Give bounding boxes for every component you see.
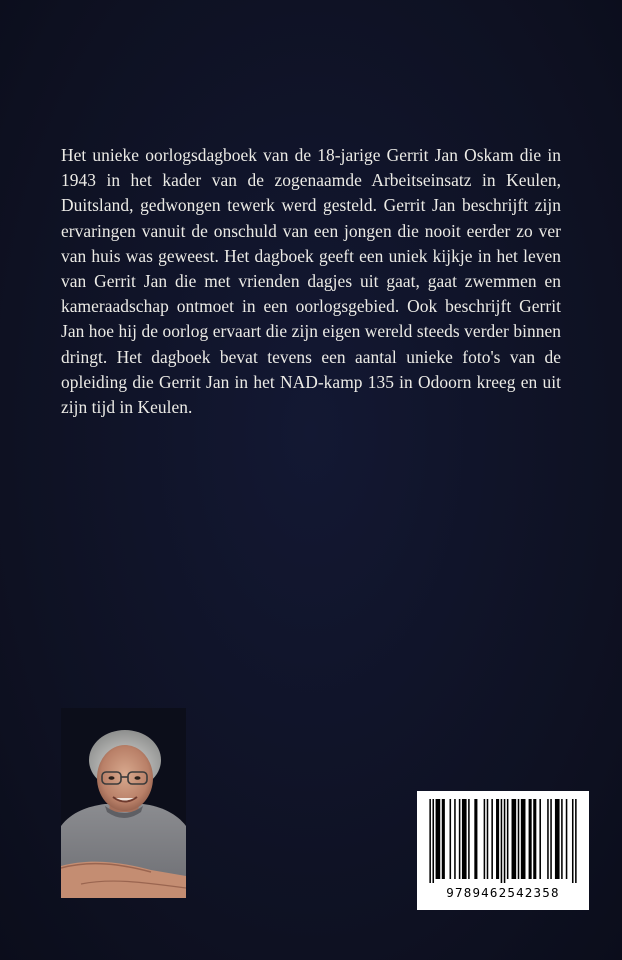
barcode-bar-16 xyxy=(507,799,509,879)
barcode-bar-26 xyxy=(561,799,563,879)
barcode-bar-21 xyxy=(533,799,536,879)
barcode-bar-19 xyxy=(521,799,526,879)
isbn-barcode xyxy=(417,791,589,910)
barcode-bar-0 xyxy=(429,799,431,883)
barcode-bar-23 xyxy=(547,799,549,879)
barcode-bar-7 xyxy=(462,799,467,879)
barcode-bar-24 xyxy=(550,799,552,879)
barcode-bar-3 xyxy=(442,799,445,879)
barcode-bar-9 xyxy=(474,799,477,879)
blurb-text: Het unieke oorlogsdagboek van de 18-jarige Gerrit Jan Oskam die in 1943 in het kader van de zogenaamde Arbeitseinsatz in Keulen, Duitsland, gedwongen tewerk werd gesteld. Gerrit Jan beschrijft zijn ervaringen vanuit de onschuld van een jongen die nooit eerder zo ver van huis was geweest. Het dagboek geeft een uniek kijkje in het leven van Gerrit Jan die met vrienden dagjes uit gaat, gaat zwemmen en kameraadschap ontmoet in een oorlogsgebied. Ook beschrijft Gerrit Jan hoe hij de oorlog ervaart die zijn eigen wereld steeds verder binnen dringt. Het dagboek bevat tevens een aantal unieke foto's van de opleiding die Gerrit Jan in het NAD-kamp 135 in Odoorn kreeg en uit zijn tijd in Keulen. xyxy=(61,145,561,418)
barcode-bar-27 xyxy=(566,799,568,879)
author-photo xyxy=(61,708,186,898)
barcode-bar-20 xyxy=(529,799,532,879)
barcode-bar-13 xyxy=(496,799,499,879)
isbn-number: 9789462542358 xyxy=(446,885,560,900)
barcode-bar-12 xyxy=(491,799,493,879)
barcode-bar-10 xyxy=(484,799,486,879)
barcode-bar-29 xyxy=(575,799,577,883)
barcode-bar-6 xyxy=(459,799,461,879)
barcode-bar-15 xyxy=(504,799,506,883)
barcode-bar-5 xyxy=(454,799,456,879)
barcode-bar-28 xyxy=(572,799,574,883)
barcode-bar-14 xyxy=(501,799,503,883)
barcode-bar-17 xyxy=(512,799,517,879)
barcode-bar-1 xyxy=(432,799,434,883)
barcode-bar-18 xyxy=(518,799,520,879)
author-portrait-image xyxy=(61,708,186,898)
barcode-bar-4 xyxy=(450,799,452,879)
barcode-bar-11 xyxy=(487,799,489,879)
barcode-bar-22 xyxy=(539,799,541,879)
barcode-bar-2 xyxy=(436,799,441,879)
barcode-bar-8 xyxy=(468,799,470,879)
barcode-bar-25 xyxy=(555,799,560,879)
